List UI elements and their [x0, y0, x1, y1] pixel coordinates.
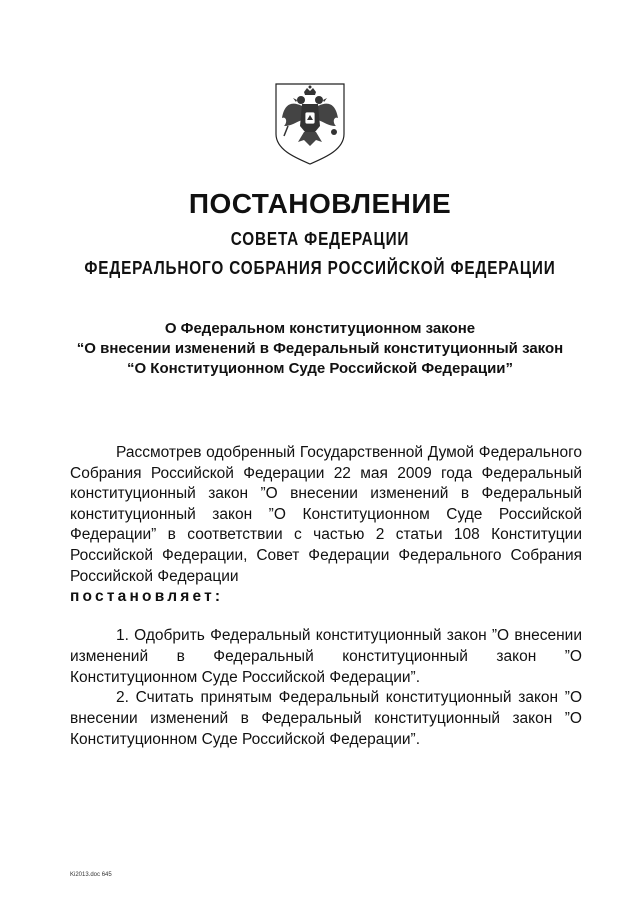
subject-line-1: О Федеральном конституционном законе	[164, 320, 476, 337]
subject-line-3: “О Конституционном Суде Российской Федерации”	[126, 360, 514, 377]
preamble	[70, 443, 582, 608]
decision-word: постановляет:	[70, 588, 224, 606]
resolution-item: 2. Считать принятым Федеральный конституционный закон ”О внесении изменений в Федеральный конституционный закон ”О Конституционном Суде Российской Федерации”.	[70, 689, 582, 748]
resolution-items	[70, 626, 582, 751]
issuer-line-1: СОВЕТА ФЕДЕРАЦИИ	[230, 229, 410, 249]
file-reference: Ki2013.doc 645	[70, 872, 112, 878]
subject-block	[0, 319, 640, 379]
resolution-item: 1. Одобрить Федеральный конституционный закон ”О внесении изменений в Федеральный конституционный закон ”О Конституционном Суде Российской Федерации”.	[70, 627, 582, 686]
subject-line-2: “О внесении изменений в Федеральный конституционный закон	[76, 340, 564, 357]
coat-of-arms-icon	[272, 82, 348, 166]
document-title: ПОСТАНОВЛЕНИЕ	[188, 188, 452, 219]
preamble-paragraph: Рассмотрев одобренный Государственной Думой Федерального Собрания Российской Федерации 22 мая 2009 года Федеральный конституционный закон ”О внесении изменений в Федеральный конституционный закон ”О Конституционном Суде Российской Федерации” в соответствии с частью 2 статьи 108 Конституции Российской Федерации, Совет Федерации Федерального Собрания Российской Федерации	[70, 444, 582, 585]
issuer-line-2: ФЕДЕРАЛЬНОГО СОБРАНИЯ РОССИЙСКОЙ ФЕДЕРАЦИИ	[84, 258, 556, 278]
